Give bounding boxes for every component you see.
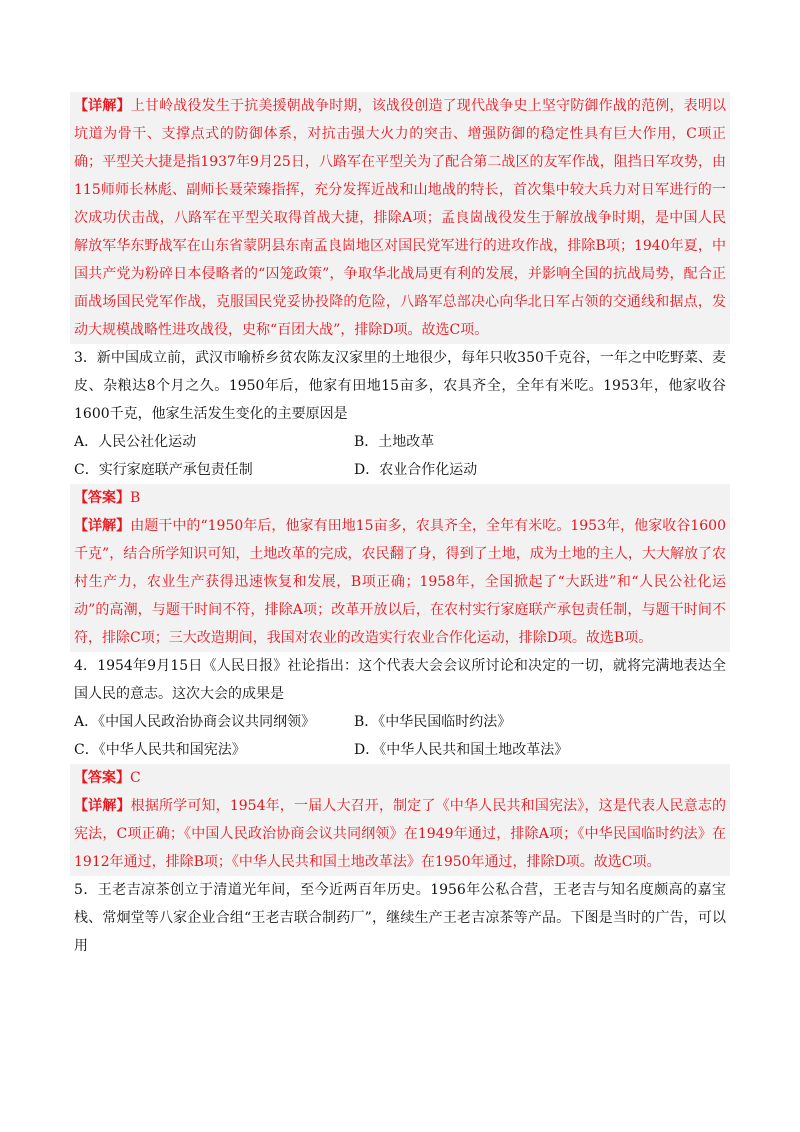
explanation-text: 根据所学可知，1954年，一届人大召开，制定了《中华人民共和国宪法》，这是代表人民意志的宪法，C项正确；《中国人民政治协商会议共同纲领》在1949年通过，排除A项；《中华民国临时约法》在1912年通过，排除B项；《中华人民共和国土地改革法》在1950年通过，排除D项。故选C项。 bbox=[74, 798, 726, 870]
q4-explanation bbox=[70, 792, 730, 876]
q4-option-c: C．《中华人民共和国宪法》 bbox=[74, 742, 246, 758]
q4-stem: 4．1954年9月15日《人民日报》社论指出：这个代表大会会议所讨论和决定的一切，就将完满地表达全国人民的意志。这次大会的成果是 bbox=[74, 658, 726, 702]
q4-option-b: B．《中华民国临时约法》 bbox=[354, 714, 512, 730]
explanation-text: 由题干中的“1950年后，他家有田地15亩多，农具齐全，全年有米吃。1953年，他家收谷1600千克”，结合所学知识可知，土地改革的完成，农民翻了身，得到了土地，成为土地的主人，大大解放了农村生产力，农业生产获得迅速恢复和发展，B项正确；1958年，全国掀起了“大跃进”和“人民公社化运动”的高潮，与题干时间不符，排除A项；改革开放以后，在农村实行家庭联产承包责任制，与题干时间不符，排除C项；三大改造期间，我国对农业的改造实行农业合作化运动，排除D项。故选B项。 bbox=[74, 518, 727, 646]
q4-answer bbox=[70, 764, 730, 792]
q4-options-row-1 bbox=[74, 708, 726, 736]
answer-tag: 【答案】 bbox=[74, 770, 130, 786]
explanation-tag: 【详解】 bbox=[74, 98, 131, 114]
q4-option-d: D．《中华人民共和国土地改革法》 bbox=[354, 742, 569, 758]
q3-options-row-2 bbox=[74, 456, 726, 484]
explanation-tag: 【详解】 bbox=[74, 518, 131, 534]
q3-options-row-1 bbox=[74, 428, 726, 456]
q3-answer bbox=[70, 484, 730, 512]
q3-option-c: C．实行家庭联产承包责任制 bbox=[74, 462, 253, 478]
q3-explanation bbox=[70, 512, 730, 652]
q4-options-row-2 bbox=[74, 736, 726, 764]
q3-option-b: B．土地改革 bbox=[354, 434, 435, 450]
q3-stem: 3．新中国成立前，武汉市喻桥乡贫农陈友汉家里的土地很少，每年只收350千克谷，一年之中吃野菜、麦皮、杂粮达8个月之久。1950年后，他家有田地15亩多，农具齐全，全年有米吃。1953年，他家收谷1600千克，他家生活发生变化的主要原因是 bbox=[74, 350, 726, 422]
explanation-tag: 【详解】 bbox=[74, 798, 131, 814]
answer-tag: 【答案】 bbox=[74, 490, 130, 506]
explanation-text: 上甘岭战役发生于抗美援朝战争时期，该战役创造了现代战争史上坚守防御作战的范例，表明以坑道为骨干、支撑点式的防御体系，对抗击强大火力的突击、增强防御的稳定性具有巨大作用，C项正确；平型关大捷是指1937年9月25日，八路军在平型关为了配合第二战区的友军作战，阻挡日军攻势，由115师师长林彪、副师长聂荣臻指挥，充分发挥近战和山地战的特长，首次集中较大兵力对日军进行的一次成功伏击战，八路军在平型关取得首战大捷，排除A项；孟良崮战役发生于解放战争时期，是中国人民解放军华东野战军在山东省蒙阴县东南孟良崮地区对国民党军进行的进攻作战，排除B项；1940年夏，中国共产党为粉碎日本侵略者的“囚笼政策”，争取华北战局更有利的发展，并影响全国的抗战局势，配合正面战场国民党军作战，克服国民党妥协投降的危险，八路军总部决心向华北日军占领的交通线和据点，发动大规模战略性进攻战役，史称“百团大战”，排除D项。故选C项。 bbox=[74, 98, 727, 338]
document-content bbox=[74, 92, 726, 960]
q3-option-a: A．人民公社化运动 bbox=[74, 434, 197, 450]
answer-value: B bbox=[130, 490, 141, 506]
answer-value: C bbox=[130, 770, 141, 786]
q3-option-d: D．农业合作化运动 bbox=[354, 462, 478, 478]
q4-option-a: A．《中国人民政治协商会议共同纲领》 bbox=[74, 714, 316, 730]
q5-stem: 5．王老吉凉茶创立于清道光年间，至今近两百年历史。1956年公私合营，王老吉与知名度颇高的嘉宝栈、常炯堂等八家企业合组“王老吉联合制药厂”，继续生产王老吉凉茶等产品。下图是当时的广告，可以用 bbox=[74, 882, 726, 954]
q2-explanation bbox=[70, 92, 730, 344]
